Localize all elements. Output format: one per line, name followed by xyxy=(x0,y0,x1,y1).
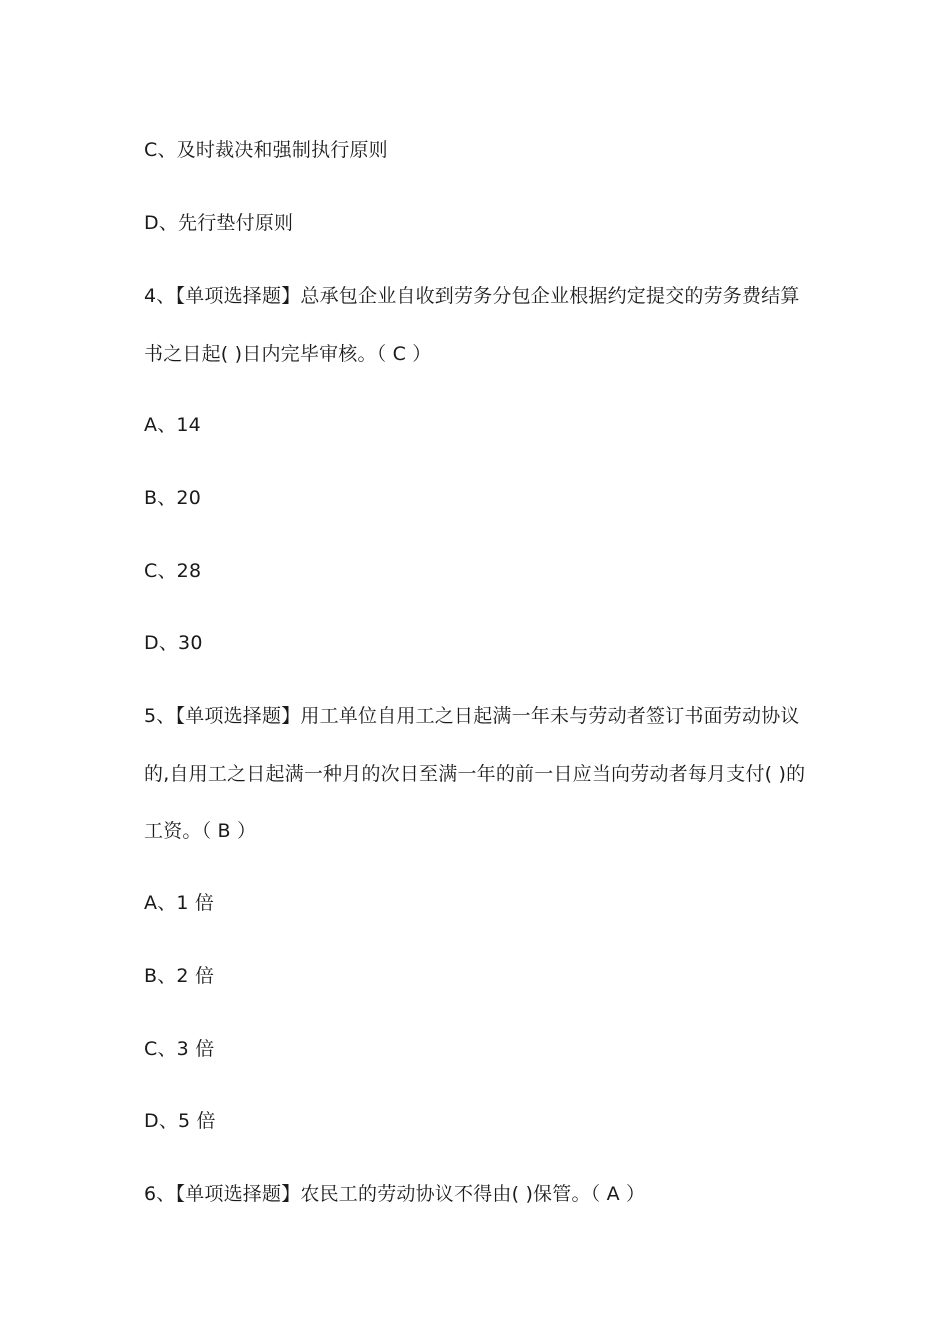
question-4-line-1: 4、【单项选择题】总承包企业自收到劳务分包企业根据约定提交的劳务费结算 xyxy=(144,285,800,307)
question-5-line-3: 工资。（ B ） xyxy=(144,820,257,842)
option-5a: A、1 倍 xyxy=(144,892,215,914)
option-3d: D、先行垫付原则 xyxy=(144,212,294,234)
question-4-line-2: 书之日起( )日内完毕审核。（ C ） xyxy=(144,343,432,365)
option-3c: C、及时裁决和强制执行原则 xyxy=(144,139,388,161)
option-4a: A、14 xyxy=(144,414,201,436)
option-5b: B、2 倍 xyxy=(144,965,215,987)
option-5d: D、5 倍 xyxy=(144,1110,216,1132)
question-5-line-2: 的,自用工之日起满一种月的次日至满一年的前一日应当向劳动者每月支付( )的 xyxy=(144,763,806,785)
option-4d: D、30 xyxy=(144,632,203,654)
option-5c: C、3 倍 xyxy=(144,1038,215,1060)
option-4c: C、28 xyxy=(144,560,202,582)
question-6-line-1: 6、【单项选择题】农民工的劳动协议不得由( )保管。（ A ） xyxy=(144,1183,646,1205)
option-4b: B、20 xyxy=(144,487,202,509)
question-5-line-1: 5、【单项选择题】用工单位自用工之日起满一年未与劳动者签订书面劳动协议 xyxy=(144,705,800,727)
